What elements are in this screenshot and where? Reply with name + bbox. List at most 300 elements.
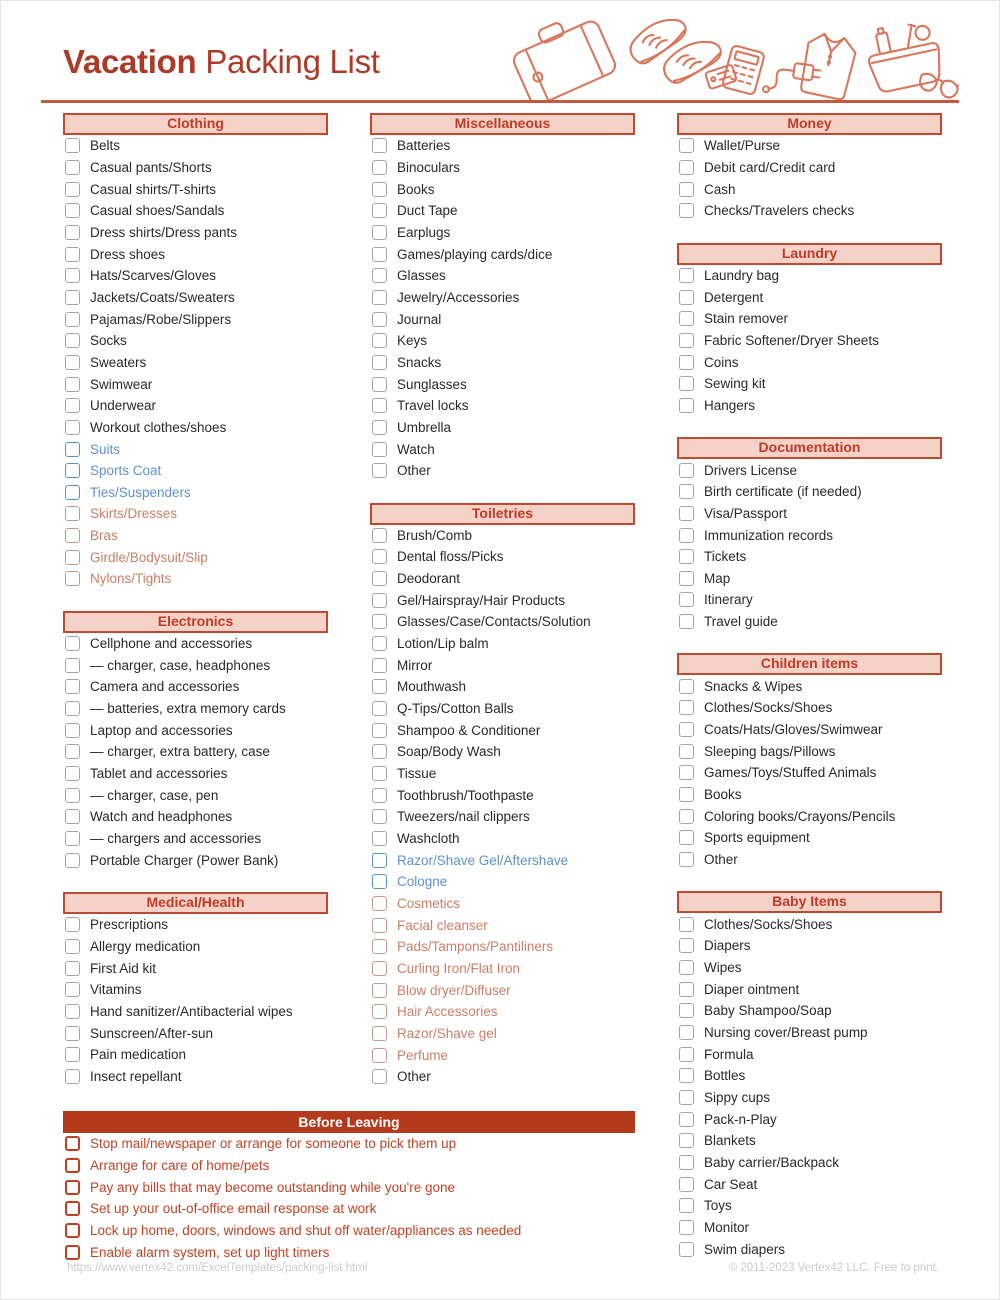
checklist-item — [63, 1044, 328, 1066]
checklist-item — [370, 1044, 635, 1066]
item-label: Skirts/Dresses — [90, 506, 178, 522]
checklist-item — [370, 806, 635, 828]
checkbox[interactable] — [372, 312, 387, 327]
checklist-item — [370, 698, 635, 720]
checkbox[interactable] — [65, 442, 80, 457]
checklist-item — [677, 957, 942, 979]
checkbox[interactable] — [65, 225, 80, 240]
checkbox[interactable] — [65, 1136, 80, 1151]
section-header-money: Money — [677, 113, 942, 135]
checkbox[interactable] — [65, 312, 80, 327]
checklist-item — [63, 1133, 635, 1155]
checklist-item — [63, 654, 328, 676]
checklist-item — [63, 352, 328, 374]
item-label: Books — [397, 181, 435, 197]
checkbox[interactable] — [679, 528, 694, 543]
checklist-item — [370, 676, 635, 698]
checkbox[interactable] — [372, 723, 387, 738]
item-label: Other — [704, 852, 738, 868]
checkbox[interactable] — [372, 636, 387, 651]
checkbox[interactable] — [372, 961, 387, 976]
checkbox[interactable] — [65, 1004, 80, 1019]
checklist-item — [677, 1087, 942, 1109]
item-label: Sleeping bags/Pillows — [704, 743, 836, 759]
checklist-item — [63, 676, 328, 698]
checkbox[interactable] — [372, 1004, 387, 1019]
checkbox[interactable] — [679, 1220, 694, 1235]
checkbox[interactable] — [65, 355, 80, 370]
item-label: — charger, extra battery, case — [90, 744, 270, 760]
checkbox[interactable] — [372, 853, 387, 868]
item-label: Birth certificate (if needed) — [704, 484, 862, 500]
checkbox[interactable] — [372, 138, 387, 153]
checkbox[interactable] — [679, 1155, 694, 1170]
item-label: Blankets — [704, 1133, 756, 1149]
section-before-leaving — [63, 1111, 635, 1263]
item-label: — charger, case, headphones — [90, 657, 271, 673]
checkbox[interactable] — [679, 1133, 694, 1148]
checklist-item — [370, 741, 635, 763]
checklist-item — [677, 1173, 942, 1195]
checkbox[interactable] — [679, 1047, 694, 1062]
checkbox[interactable] — [65, 571, 80, 586]
checkbox[interactable] — [65, 463, 80, 478]
checkbox[interactable] — [372, 528, 387, 543]
checkbox[interactable] — [372, 744, 387, 759]
section-laundry — [677, 243, 942, 417]
checklist-item — [63, 979, 328, 1001]
item-label: Diaper ointment — [704, 981, 800, 997]
checklist-item — [677, 481, 942, 503]
checkbox[interactable] — [65, 506, 80, 521]
checkbox[interactable] — [65, 333, 80, 348]
item-label: Stop mail/newspaper or arrange for someone to pick them up — [90, 1136, 457, 1152]
checklist-item — [370, 1001, 635, 1023]
checklist-item — [63, 222, 328, 244]
checkbox[interactable] — [65, 853, 80, 868]
item-label: Tissue — [397, 766, 437, 782]
checklist-item — [63, 849, 328, 871]
item-label: Debit card/Credit card — [704, 159, 836, 175]
checkbox[interactable] — [65, 961, 80, 976]
checkbox[interactable] — [372, 571, 387, 586]
checkbox[interactable] — [679, 830, 694, 845]
checkbox[interactable] — [679, 679, 694, 694]
section-header-clothing: Clothing — [63, 113, 328, 135]
checkbox[interactable] — [372, 442, 387, 457]
checkbox[interactable] — [679, 1025, 694, 1040]
checklist-item — [63, 287, 328, 309]
checkbox[interactable] — [372, 809, 387, 824]
item-label: Dental floss/Picks — [397, 549, 504, 565]
item-label: Casual shirts/T-shirts — [90, 181, 217, 197]
item-label: — chargers and accessories — [90, 831, 262, 847]
checkbox[interactable] — [372, 268, 387, 283]
item-label: First Aid kit — [90, 960, 157, 976]
checklist-item — [63, 719, 328, 741]
item-label: Nursing cover/Breast pump — [704, 1024, 868, 1040]
item-label: Map — [704, 570, 731, 586]
item-label: Curling Iron/Flat Iron — [397, 960, 521, 976]
item-label: Travel guide — [704, 614, 778, 630]
checklist-item — [677, 135, 942, 157]
checklist-item — [677, 568, 942, 590]
checkbox[interactable] — [65, 744, 80, 759]
section-header-medical-health: Medical/Health — [63, 892, 328, 914]
checkbox[interactable] — [372, 831, 387, 846]
section-toiletries — [370, 503, 635, 1088]
item-label: Gel/Hairspray/Hair Products — [397, 592, 566, 608]
checkbox[interactable] — [372, 1048, 387, 1063]
checkbox[interactable] — [372, 398, 387, 413]
item-label: Cologne — [397, 874, 448, 890]
checklist-item — [370, 352, 635, 374]
checkbox[interactable] — [372, 290, 387, 305]
checkbox[interactable] — [372, 160, 387, 175]
checkbox[interactable] — [679, 614, 694, 629]
checklist-item — [370, 828, 635, 850]
checkbox[interactable] — [679, 744, 694, 759]
item-label: Coats/Hats/Gloves/Swimwear — [704, 722, 883, 738]
item-label: Bottles — [704, 1068, 746, 1084]
section-electronics — [63, 611, 328, 871]
checkbox[interactable] — [65, 1223, 80, 1238]
checkbox[interactable] — [679, 182, 694, 197]
checkbox[interactable] — [65, 1180, 80, 1195]
checklist-item — [370, 719, 635, 741]
item-label: Vitamins — [90, 982, 142, 998]
before-leaving-items — [63, 1133, 635, 1263]
checklist-item — [370, 287, 635, 309]
checkbox[interactable] — [679, 1003, 694, 1018]
checklist-item — [370, 135, 635, 157]
checklist-item — [370, 546, 635, 568]
checklist-item — [677, 1195, 942, 1217]
item-label: Sweaters — [90, 354, 147, 370]
checkbox[interactable] — [372, 463, 387, 478]
item-label: Set up your out-of-office email response at work — [90, 1201, 377, 1217]
checklist-item — [63, 178, 328, 200]
checklist-item — [370, 589, 635, 611]
checklist-item — [63, 330, 328, 352]
checkbox[interactable] — [65, 160, 80, 175]
item-label: Clothes/Socks/Shoes — [704, 700, 833, 716]
checklist-item — [63, 546, 328, 568]
checkbox[interactable] — [65, 420, 80, 435]
checkbox[interactable] — [372, 355, 387, 370]
checkbox[interactable] — [65, 398, 80, 413]
checkbox[interactable] — [65, 788, 80, 803]
section-miscellaneous — [370, 113, 635, 482]
checkbox[interactable] — [372, 549, 387, 564]
sneaker-icon — [624, 19, 690, 67]
checkbox[interactable] — [65, 485, 80, 500]
checklist-item — [370, 243, 635, 265]
checkbox[interactable] — [679, 290, 694, 305]
checklist-item — [63, 936, 328, 958]
checklist-item — [63, 698, 328, 720]
checklist-item — [370, 611, 635, 633]
checkbox[interactable] — [372, 377, 387, 392]
item-label: Batteries — [397, 138, 451, 154]
checkbox[interactable] — [372, 333, 387, 348]
checklist-item — [677, 330, 942, 352]
suitcase-icon — [506, 19, 618, 101]
checklist-item — [63, 308, 328, 330]
checklist-item — [677, 589, 942, 611]
checkbox[interactable] — [679, 938, 694, 953]
item-label: Swim diapers — [704, 1241, 786, 1257]
item-label: Washcloth — [397, 831, 460, 847]
checklist-item — [63, 243, 328, 265]
checkbox[interactable] — [679, 333, 694, 348]
checklist-item — [370, 763, 635, 785]
checkbox[interactable] — [679, 1198, 694, 1213]
checkbox[interactable] — [372, 182, 387, 197]
checkbox[interactable] — [65, 723, 80, 738]
checkbox[interactable] — [65, 182, 80, 197]
checklist-item — [63, 135, 328, 157]
checkbox[interactable] — [679, 1242, 694, 1257]
checklist-item — [370, 157, 635, 179]
checklist-item — [677, 935, 942, 957]
checkbox[interactable] — [65, 203, 80, 218]
checkbox[interactable] — [679, 268, 694, 283]
item-label: Travel locks — [397, 398, 469, 414]
item-label: Snacks & Wipes — [704, 678, 803, 694]
checkbox[interactable] — [65, 701, 80, 716]
checklist-item — [63, 957, 328, 979]
checkbox[interactable] — [372, 1069, 387, 1084]
checklist-item — [63, 438, 328, 460]
checklist-item — [370, 979, 635, 1001]
item-label: Hand sanitizer/Antibacterial wipes — [90, 1003, 293, 1019]
item-label: Visa/Passport — [704, 505, 788, 521]
checkbox[interactable] — [372, 679, 387, 694]
shirt-icon — [798, 31, 858, 101]
section-header-children-items: Children items — [677, 653, 942, 675]
page-title — [63, 43, 380, 81]
checkbox[interactable] — [65, 831, 80, 846]
checkbox[interactable] — [372, 939, 387, 954]
checkbox[interactable] — [372, 766, 387, 781]
item-label: Enable alarm system, set up light timers — [90, 1244, 330, 1260]
checklist-item — [677, 459, 942, 481]
checkbox[interactable] — [679, 355, 694, 370]
checkbox[interactable] — [679, 809, 694, 824]
item-label: Watch — [397, 441, 435, 457]
checkbox[interactable] — [372, 1026, 387, 1041]
checklist-item — [63, 763, 328, 785]
checkbox[interactable] — [65, 1158, 80, 1173]
checkbox[interactable] — [372, 614, 387, 629]
item-label: Snacks — [397, 354, 442, 370]
checkbox[interactable] — [679, 506, 694, 521]
checkbox[interactable] — [679, 592, 694, 607]
checkbox[interactable] — [679, 203, 694, 218]
item-label: Shampoo & Conditioner — [397, 722, 541, 738]
section-header-toiletries: Toiletries — [370, 503, 635, 525]
checkbox[interactable] — [372, 788, 387, 803]
checklist-item — [677, 611, 942, 633]
checklist-item — [677, 675, 942, 697]
item-label: Stain remover — [704, 311, 789, 327]
checkbox[interactable] — [65, 939, 80, 954]
item-label: Pajamas/Robe/Slippers — [90, 311, 232, 327]
checklist-item — [677, 784, 942, 806]
item-label: Socks — [90, 333, 127, 349]
checklist-item — [63, 395, 328, 417]
checkbox[interactable] — [65, 658, 80, 673]
checkbox[interactable] — [679, 917, 694, 932]
checkbox[interactable] — [65, 1047, 80, 1062]
item-label: Casual pants/Shorts — [90, 159, 212, 175]
checklist-item — [370, 958, 635, 980]
item-label: Binoculars — [397, 159, 461, 175]
checkbox[interactable] — [679, 1112, 694, 1127]
checkbox[interactable] — [679, 960, 694, 975]
checkbox[interactable] — [65, 290, 80, 305]
checkbox[interactable] — [679, 398, 694, 413]
checkbox[interactable] — [679, 376, 694, 391]
item-label: Toothbrush/Toothpaste — [397, 787, 534, 803]
item-label: Laundry bag — [704, 267, 780, 283]
checkbox[interactable] — [65, 377, 80, 392]
checklist-item — [370, 849, 635, 871]
item-label: Coloring books/Crayons/Pencils — [704, 808, 896, 824]
checklist-item — [63, 373, 328, 395]
checkbox[interactable] — [65, 1201, 80, 1216]
item-label: Casual shoes/Sandals — [90, 203, 225, 219]
item-label: Wallet/Purse — [704, 138, 781, 154]
checklist-item — [677, 503, 942, 525]
column-1 — [63, 113, 328, 1281]
checkbox[interactable] — [372, 658, 387, 673]
checkbox[interactable] — [372, 420, 387, 435]
checklist-item — [677, 395, 942, 417]
item-label: Formula — [704, 1046, 754, 1062]
item-label: Sports Coat — [90, 463, 162, 479]
checkbox[interactable] — [679, 852, 694, 867]
checkbox[interactable] — [679, 700, 694, 715]
checkbox[interactable] — [372, 983, 387, 998]
item-label: Pay any bills that may become outstanding while you're gone — [90, 1179, 456, 1195]
item-label: Jackets/Coats/Sweaters — [90, 289, 235, 305]
section-documentation — [677, 437, 942, 632]
checklist-item — [677, 978, 942, 1000]
checkbox[interactable] — [65, 982, 80, 997]
checkbox[interactable] — [372, 203, 387, 218]
checkbox[interactable] — [65, 528, 80, 543]
item-label: Sippy cups — [704, 1089, 771, 1105]
checklist-item — [677, 1152, 942, 1174]
item-label: Books — [704, 787, 742, 803]
section-medical-health — [63, 892, 328, 1087]
checkbox[interactable] — [65, 1026, 80, 1041]
checkbox[interactable] — [679, 1068, 694, 1083]
item-label: Dress shoes — [90, 246, 166, 262]
item-label: Monitor — [704, 1219, 750, 1235]
checkbox[interactable] — [372, 593, 387, 608]
checkbox[interactable] — [372, 701, 387, 716]
item-label: Arrange for care of home/pets — [90, 1158, 270, 1174]
checkbox[interactable] — [65, 268, 80, 283]
checklist-item — [370, 914, 635, 936]
checkbox[interactable] — [65, 138, 80, 153]
checklist-item — [63, 1241, 635, 1263]
checkbox[interactable] — [679, 982, 694, 997]
checkbox[interactable] — [65, 766, 80, 781]
checkbox[interactable] — [372, 225, 387, 240]
checklist-item — [63, 482, 328, 504]
checkbox[interactable] — [679, 463, 694, 478]
checkbox[interactable] — [679, 571, 694, 586]
checklist-item — [63, 460, 328, 482]
checkbox[interactable] — [679, 1177, 694, 1192]
checkbox[interactable] — [65, 550, 80, 565]
column-2 — [370, 113, 635, 1281]
checklist-item — [677, 373, 942, 395]
item-label: Journal — [397, 311, 442, 327]
checklist-item — [677, 849, 942, 871]
checkbox[interactable] — [679, 549, 694, 564]
item-label: Mouthwash — [397, 679, 467, 695]
column-3 — [677, 113, 942, 1281]
checkbox[interactable] — [65, 247, 80, 262]
checkbox[interactable] — [679, 765, 694, 780]
checkbox[interactable] — [372, 247, 387, 262]
section-children-items — [677, 653, 942, 870]
item-label: Wipes — [704, 960, 742, 976]
checklist-item — [370, 568, 635, 590]
checkbox[interactable] — [372, 874, 387, 889]
checkbox[interactable] — [65, 1069, 80, 1084]
checkbox[interactable] — [65, 809, 80, 824]
item-label: Tickets — [704, 549, 747, 565]
checklist-item — [677, 1022, 942, 1044]
checkbox[interactable] — [679, 1090, 694, 1105]
checklist-item — [370, 1066, 635, 1088]
checklist-item — [63, 633, 328, 655]
checklist-item — [370, 633, 635, 655]
item-label: Earplugs — [397, 224, 451, 240]
checkbox[interactable] — [65, 1245, 80, 1260]
checklist-item — [370, 438, 635, 460]
checkbox[interactable] — [679, 311, 694, 326]
item-label: — charger, case, pen — [90, 787, 219, 803]
checklist-item — [677, 719, 942, 741]
checkbox[interactable] — [679, 722, 694, 737]
checkbox[interactable] — [679, 160, 694, 175]
checkbox[interactable] — [372, 918, 387, 933]
item-label: Glasses/Case/Contacts/Solution — [397, 614, 591, 630]
checkbox[interactable] — [372, 896, 387, 911]
checklist-item — [63, 741, 328, 763]
checkbox[interactable] — [679, 787, 694, 802]
checklist-item — [63, 265, 328, 287]
checkbox[interactable] — [65, 917, 80, 932]
checklist-item — [63, 200, 328, 222]
item-label: Nylons/Tights — [90, 571, 172, 587]
item-label: Duct Tape — [397, 203, 458, 219]
checklist-item — [677, 1130, 942, 1152]
checkbox[interactable] — [65, 679, 80, 694]
checkbox[interactable] — [679, 484, 694, 499]
checkbox[interactable] — [65, 636, 80, 651]
item-label: Checks/Travelers checks — [704, 203, 855, 219]
checklist-item — [677, 1065, 942, 1087]
checkbox[interactable] — [679, 138, 694, 153]
